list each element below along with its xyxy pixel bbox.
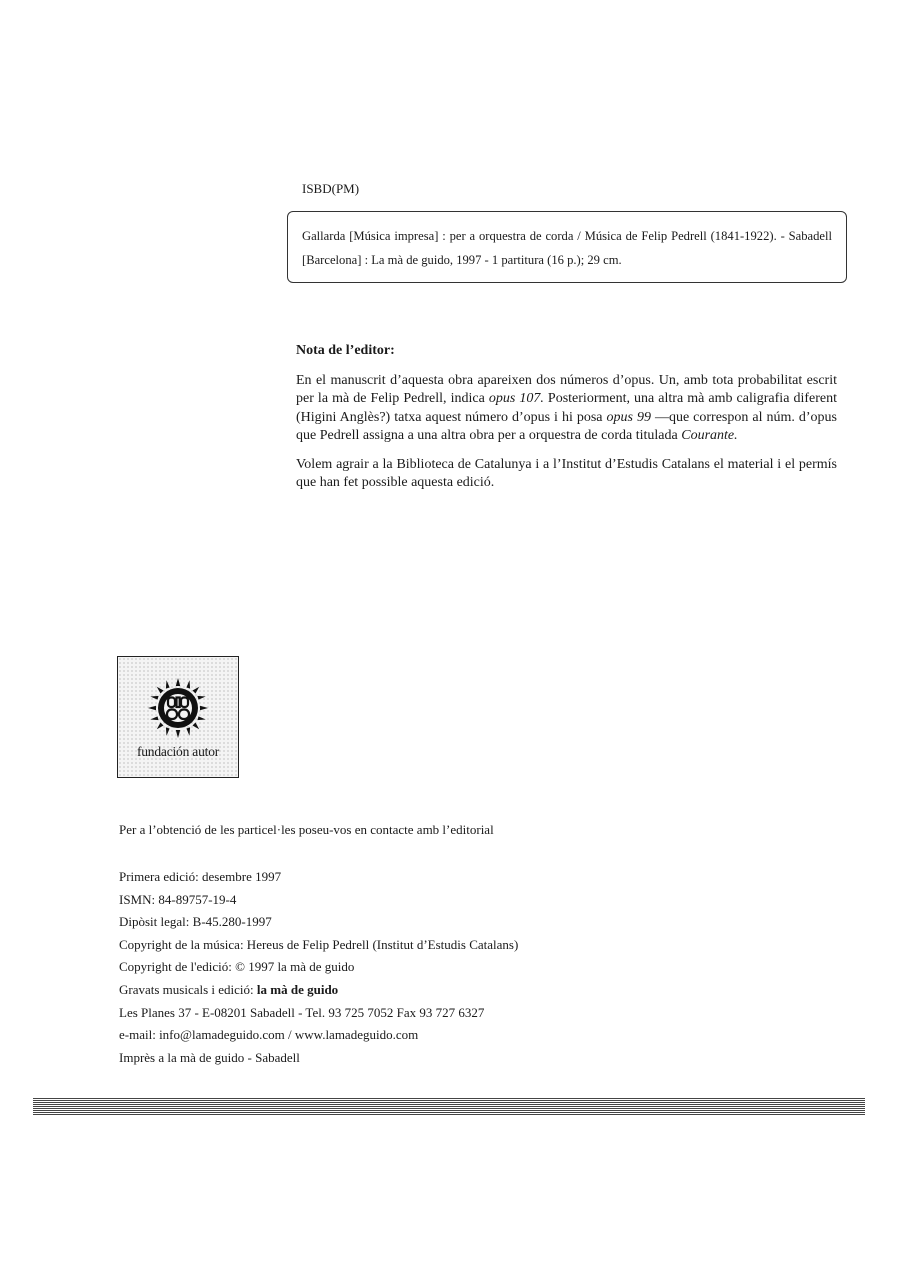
colophon-copyright-edition: Copyright de l'edició: © 1997 la mà de guido [119,959,355,975]
logo-wordmark: fundación autor [136,744,220,759]
isbd-label: ISBD(PM) [302,181,360,196]
colophon-legal-deposit: Dipòsit legal: B-45.280-1997 [119,914,272,930]
editor-note-body [296,372,837,502]
fundacion-autor-logo [117,656,239,778]
colophon-edition: Primera edició: desembre 1997 [119,869,282,884]
sun-emblem-icon [147,677,209,739]
editor-note-title: Nota de l’editor: [296,343,395,358]
colophon-copyright-music: Copyright de la música: Hereus de Felip Pedrell (Institut d’Estudis Catalans) [119,936,519,952]
contact-note: Per a l’obtenció de les particel·les poseu-vos en contacte amb l’editorial [119,822,494,837]
catalog-record-text: Gallarda [Música impresa] : per a orquestra de corda / Música de Felip Pedrell (1841-1922). - Sabadell [Barcelona] : La mà de guido, 1997 - 1 partitura (16 p.); 29 cm. [302,229,832,267]
colophon-printed: Imprès a la mà de guido - Sabadell [119,1049,300,1065]
catalog-record-box [287,211,847,283]
editor-note-paragraph-1: En el manuscrit d’aquesta obra apareixen dos números d’opus. Un, amb tota probabilitat escrit per la mà de Felip Pedrell, indica opus 107. Posteriorment, una altra mà amb caligrafia diferent (Higini Anglès?) tatxa aquest número d’opus i hi posa opus 99 —que correspon al núm. d’opus que Pedrell assigna a una altra obra per a orquestra de corda titulada Courante. [296,373,837,444]
colophon-engraving: Gravats musicals i edició: la mà de guido [119,981,339,997]
colophon [119,866,518,1069]
colophon-ismn: ISMN: 84-89757-19-4 [119,891,237,907]
footer-rule [33,1098,865,1115]
colophon-address: Les Planes 37 - E-08201 Sabadell - Tel. 93 725 7052 Fax 93 727 6327 [119,1004,485,1020]
editor-note-paragraph-2: Volem agrair a la Biblioteca de Catalunya i a l’Institut d’Estudis Catalans el material i el permís que han fet possible aquesta edició. [296,456,837,491]
colophon-email: e-mail: info@lamadeguido.com / www.lamadeguido.com [119,1027,419,1043]
